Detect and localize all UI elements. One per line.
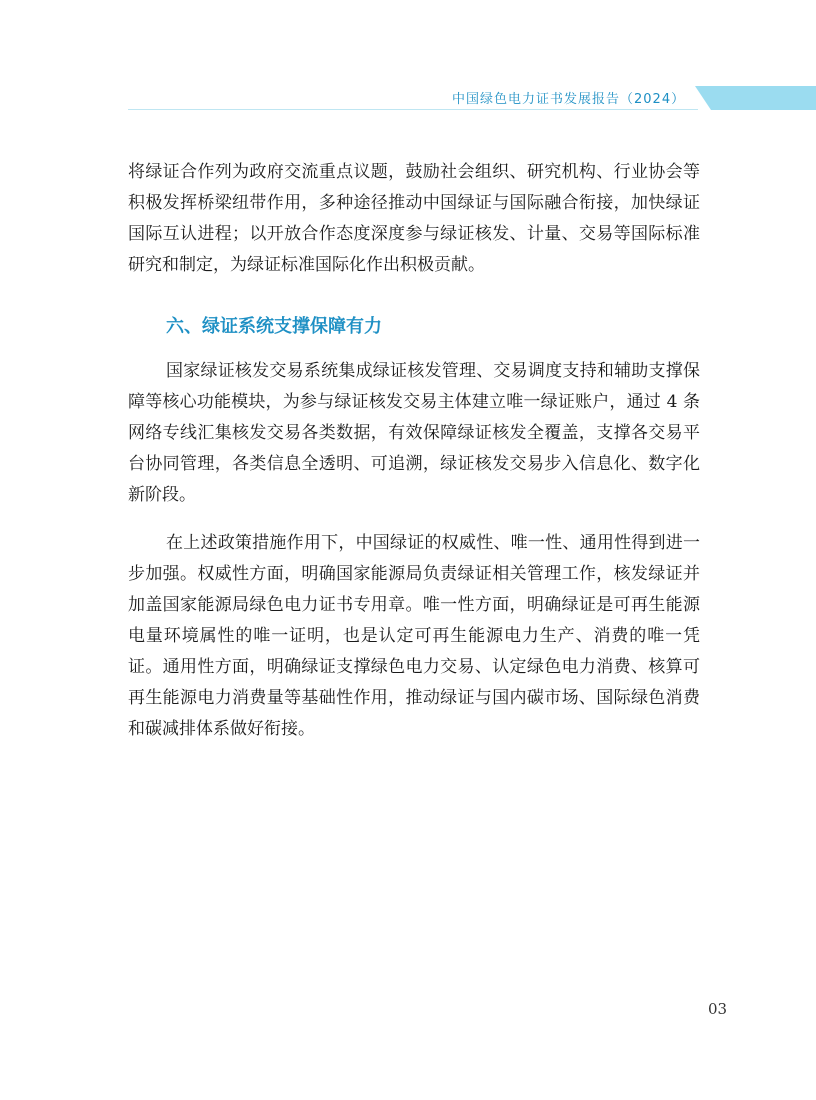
paragraph-intro: 将绿证合作列为政府交流重点议题，鼓励社会组织、研究机构、行业协会等积极发挥桥梁纽带作用，多种途径推动中国绿证与国际融合衔接，加快绿证国际互认进程；以开放合作态度深度参与绿证核发、计量、交易等国际标准研究和制定，为绿证标准国际化作出积极贡献。 [128, 162, 700, 275]
header-rule [128, 109, 698, 110]
section-heading: 六、绿证系统支撑保障有力 [166, 316, 382, 337]
section-paragraph-1: 国家绿证核发交易系统集成绿证核发管理、交易调度支持和辅助支撑保障等核心功能模块，为参与绿证核发交易主体建立唯一绿证账户，通过 4 条网络专线汇集核发交易各类数据，有效保障绿证核发全覆盖，支撑各交易平台协同管理，各类信息全透明、可追溯，绿证核发交易步入信息化、数字化新阶段。 [128, 361, 700, 505]
section-paragraph-2: 在上述政策措施作用下，中国绿证的权威性、唯一性、通用性得到进一步加强。权威性方面，明确国家能源局负责绿证相关管理工作，核发绿证并加盖国家能源局绿色电力证书专用章。唯一性方面，明确绿证是可再生能源电量环境属性的唯一证明，也是认定可再生能源电力生产、消费的唯一凭证。通用性方面，明确绿证支撑绿色电力交易、认定绿色电力消费、核算可再生能源电力消费量等基础性作用，推动绿证与国内碳市场、国际绿色消费和碳减排体系做好衔接。 [128, 533, 700, 739]
page-number: 03 [708, 1000, 728, 1018]
running-header-title: 中国绿色电力证书发展报告（2024） [452, 92, 686, 107]
header-tab-decoration [695, 86, 816, 110]
